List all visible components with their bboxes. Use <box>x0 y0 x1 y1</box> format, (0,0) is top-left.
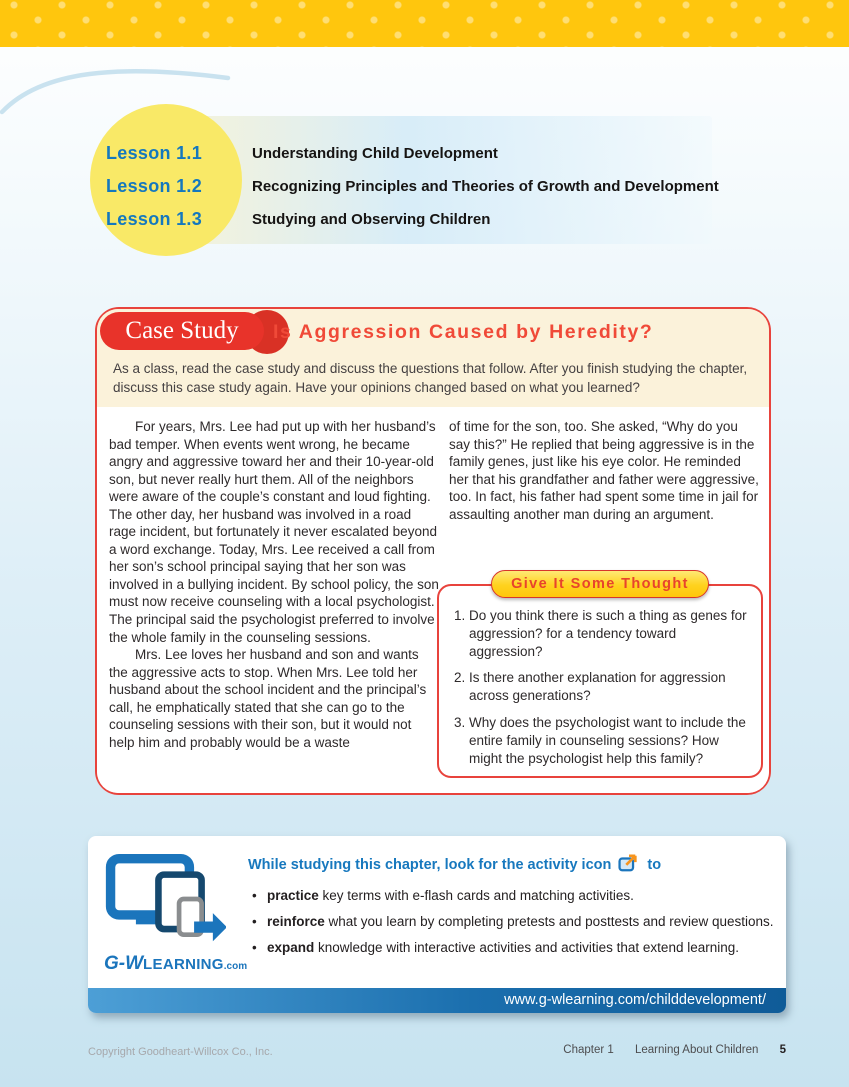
activity-bullet: • reinforce what you learn by completing pretests and posttests and review questions. <box>252 913 776 931</box>
activity-bullet: • expand knowledge with interactive activities and activities that extend learning. <box>252 939 776 957</box>
logo-learning: LEARNING <box>143 956 224 973</box>
activity-icon <box>618 854 640 876</box>
chapter-title: Learning About Children <box>634 1044 759 1056</box>
chapter-label: Chapter 1 <box>563 1044 614 1056</box>
case-column-left <box>109 418 439 751</box>
lesson-title: Understanding Child Development <box>252 145 498 162</box>
give-it-some-thought-box <box>437 570 763 778</box>
lesson-title: Studying and Observing Children <box>252 211 491 228</box>
lesson-number: Lesson 1.3 <box>106 209 203 229</box>
case-paragraph: of time for the son, too. She asked, “Why do you say this?” He replied that being aggressive is in the family genes, just like his eye color. He reminded her that his grandfather and father were aggressive, too. In fact, his father had spent some time in jail for assaulting another man during an argument. <box>449 419 759 522</box>
lessons-panel <box>98 102 788 258</box>
chapter-info <box>563 1044 786 1056</box>
activity-heading <box>248 854 776 876</box>
activity-content <box>248 854 776 966</box>
gw-learning-logo <box>104 852 248 975</box>
activity-bullet: • practice key terms with e-flash cards and matching activities. <box>252 887 776 905</box>
copyright-text: Copyright Goodheart-Willcox Co., Inc. <box>88 1046 273 1058</box>
case-paragraph: For years, Mrs. Lee had put up with her husband’s bad temper. When events went wrong, he became angry and aggressive toward her and their 10-year-old son, but never really hurt them. All of the neighbors were aware of the couple’s constant and loud fighting. The other day, her husband was involved in a road rage incident, but fortunately it never escalated beyond a word exchange. Today, Mrs. Lee received a call from her son’s school principal saying that her son was involved in a bullying incident. By school policy, the son must now receive counseling with a local psychologist. The principal said the psychologist preferred to involve the whole family in the counseling sessions. <box>109 419 439 645</box>
page-number: 5 <box>779 1044 786 1056</box>
logo-com: .com <box>223 961 248 972</box>
thought-question: 3. Why does the psychologist want to include the entire family in counseling sessions? How might the psychologist help this family? <box>469 714 753 767</box>
case-study-label: Case Study <box>100 312 264 350</box>
thought-question: 2. Is there another explanation for aggression across generations? <box>469 669 753 705</box>
activity-bullets <box>252 887 776 958</box>
activity-heading-text: While studying this chapter, look for the activity icon <box>248 857 612 873</box>
thought-question: 1. Do you think there is such a thing as genes for aggression? for a tendency toward aggression? <box>469 607 753 660</box>
case-study-box <box>95 307 771 795</box>
case-study-intro: As a class, read the case study and discuss the questions that follow. After you finish studying the chapter, discuss this case study again. Have your opinions changed based on what you learned? <box>113 361 748 396</box>
lesson-title: Recognizing Principles and Theories of Growth and Development <box>252 178 719 195</box>
thought-title-pill: Give It Some Thought <box>491 570 709 598</box>
logo-gw: G-W <box>104 953 144 974</box>
case-study-body <box>97 407 769 793</box>
activity-url-bar <box>88 988 786 1013</box>
top-banner <box>0 0 849 47</box>
activity-box <box>88 836 786 1013</box>
case-column-right <box>449 418 761 523</box>
monitor-tablet-icon <box>104 852 226 946</box>
case-study-title: Is Aggression Caused by Heredity? <box>273 321 654 343</box>
thought-questions-list <box>443 607 753 768</box>
activity-url-link[interactable]: www.g-wlearning.com/childdevelopment/ <box>504 992 766 1008</box>
lesson-number: Lesson 1.1 <box>106 143 203 163</box>
lesson-number: Lesson 1.2 <box>106 176 203 196</box>
case-paragraph: Mrs. Lee loves her husband and son and wants the aggressive acts to stop. When Mrs. Lee told her husband about the school incident and the principal’s call, he emphatically stated that she can go to the counseling sessions with their son, but it would not help him and probably would be a waste <box>109 647 427 750</box>
activity-heading-suffix: to <box>647 857 662 873</box>
thought-questions-panel <box>437 584 763 778</box>
gw-learning-wordmark <box>104 953 248 975</box>
